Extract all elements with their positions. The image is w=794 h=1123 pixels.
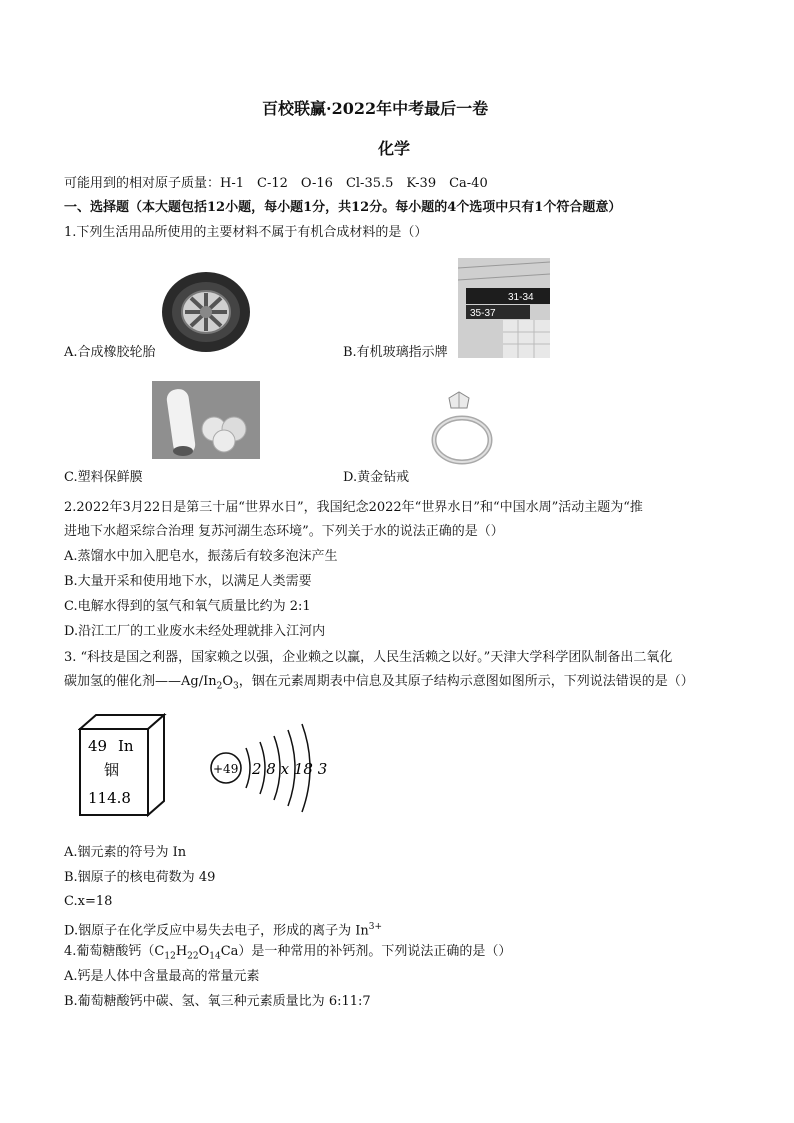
element-name: 铟: [104, 761, 120, 779]
exam-title: 百校联赢·2022年中考最后一卷: [262, 99, 489, 118]
section-heading: 一、选择题（本大题包括12小题，每小题1分，共12分。每小题的4个选项中只有1个符合题意）: [64, 200, 622, 215]
sign-text-1: 31-34: [508, 292, 534, 303]
diamond-ring-image: [425, 388, 495, 466]
q4-option-b: B.葡萄糖酸钙中碳、氢、氧三种元素质量比为 6:11:7: [64, 994, 371, 1009]
q3-option-d: D.铟原子在化学反应中易失去电子，形成的离子为 $In^{3+}$: [64, 922, 383, 939]
q2-stem-line1: 2.2022年3月22日是第三十届“世界水日”，我国纪念2022年“世界水日”和“中国水周”活动主题为“推: [64, 500, 643, 515]
q2-stem-line2: 进地下水超采综合治理 复苏河湖生态环境”。下列关于水的说法正确的是（）: [64, 524, 504, 539]
element-mass: 114.8: [88, 789, 131, 807]
element-cell-diagram: [78, 713, 168, 818]
tire-image: [158, 268, 254, 356]
element-number: 49: [88, 737, 108, 755]
q3-option-c: C.x=18: [64, 894, 113, 909]
q2-option-c: C.电解水得到的氢气和氧气质量比约为 2:1: [64, 599, 311, 614]
q3-option-a: A.铟元素的符号为 In: [64, 845, 187, 860]
q3-stem-line2: 碳加氢的催化剂$——Ag/In_2O_3$，铟在元素周期表中信息及其原子结构示意图如图所示，下列说法错误的是（）: [64, 674, 694, 692]
element-symbol: In: [118, 737, 134, 755]
q2-option-b: B.大量开采和使用地下水，以满足人类需要: [64, 574, 312, 589]
q4-option-a: A.钙是人体中含量最高的常量元素: [64, 969, 260, 984]
q1-option-b: B.有机玻璃指示牌: [343, 345, 448, 360]
subject-title: 化学: [378, 139, 411, 158]
atom-structure-diagram: [208, 718, 328, 818]
q1-option-c: C.塑料保鲜膜: [64, 470, 143, 485]
q1-option-a: A.合成橡胶轮胎: [64, 345, 156, 360]
nucleus-label: +49: [213, 762, 239, 776]
q3-option-b: B.铟原子的核电荷数为 49: [64, 870, 216, 885]
plastic-wrap-image: [152, 381, 260, 459]
atomic-masses-line: 可能用到的相对原子质量：H-1 C-12 O-16 Cl-35.5 K-39 Ca-40: [64, 176, 488, 191]
sign-text-2: 35-37: [470, 308, 496, 319]
shell-electrons: 2 8 x 18 3: [252, 760, 328, 778]
q4-stem: 4.葡萄糖酸钙$(C_{12}H_{22}O_{14}Ca)$是一种常用的补钙剂。下列说法正确的是（）: [64, 944, 512, 962]
sign-image: [458, 258, 550, 358]
q3-stem-line1: 3. “科技是国之利器，国家赖之以强，企业赖之以赢，人民生活赖之以好。”天津大学科学团队制备出二氧化: [64, 650, 673, 665]
q1-stem: 1.下列生活用品所使用的主要材料不属于有机合成材料的是（）: [64, 225, 428, 240]
q2-option-a: A.蒸馏水中加入肥皂水，振荡后有较多泡沫产生: [64, 549, 338, 564]
q1-option-d: D.黄金钻戒: [343, 470, 410, 485]
q2-option-d: D.沿江工厂的工业废水未经处理就排入江河内: [64, 624, 326, 639]
